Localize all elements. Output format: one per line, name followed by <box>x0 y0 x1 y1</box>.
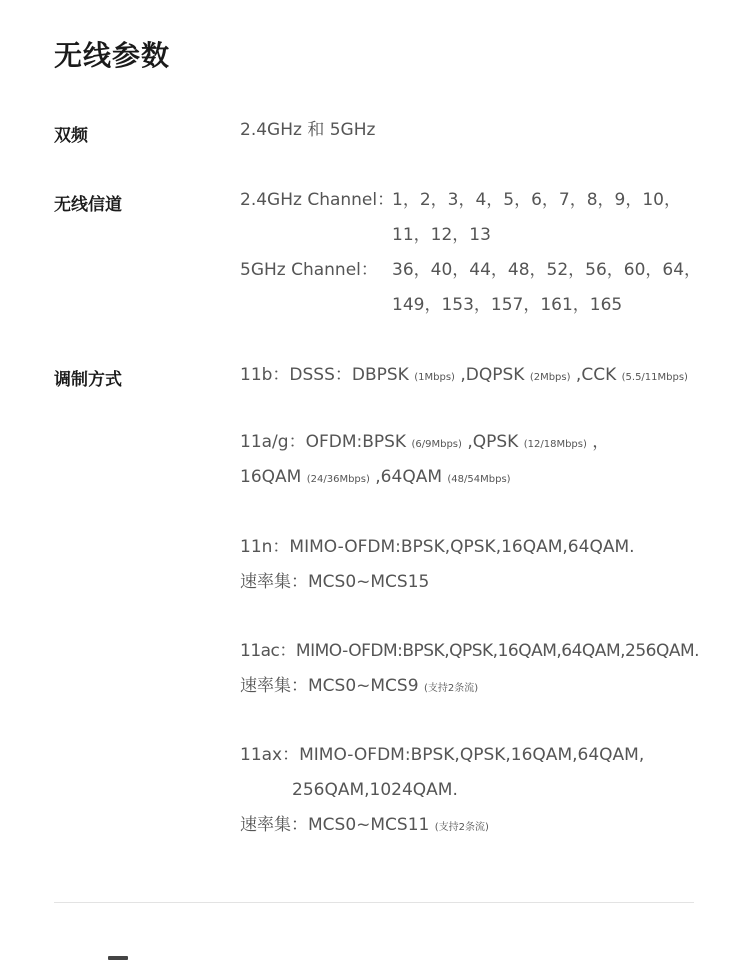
modulation-label: 调制方式 <box>54 370 122 390</box>
channel-24-label: 2.4GHz Channel： <box>240 190 395 210</box>
mod-11b-rate1: (1Mbps) <box>414 372 455 383</box>
section-divider <box>54 902 694 903</box>
mod-11ac-line1: 11ac：MIMO-OFDM:BPSK,QPSK,16QAM,64QAM,256QAM. <box>240 641 700 661</box>
mod-11n-line1: 11n：MIMO-OFDM:BPSK,QPSK,16QAM,64QAM. <box>240 537 635 557</box>
mod-11ag-text4: ,64QAM <box>369 467 448 487</box>
page-title: 无线参数 <box>54 39 171 72</box>
mod-11ag-text: 11a/g：OFDM:BPSK <box>240 432 412 452</box>
mod-11ag-line2 <box>240 469 511 486</box>
mod-11ax-line1: 11ax：MIMO-OFDM:BPSK,QPSK,16QAM,64QAM, <box>240 745 645 765</box>
dual-band-value: 2.4GHz 和 5GHz <box>240 120 376 140</box>
mod-11ag-text3: 16QAM <box>240 467 307 487</box>
mod-11ag-tail: ， <box>586 432 610 452</box>
mod-11n-line2: 速率集：MCS0~MCS15 <box>240 572 430 592</box>
mod-11ag-text2: ,QPSK <box>461 432 524 452</box>
mod-11ag-line1 <box>240 434 609 451</box>
mod-11ac-line2 <box>240 678 478 695</box>
mod-11ac-rate-set: 速率集：MCS0~MCS9 <box>240 676 419 696</box>
channels-label: 无线信道 <box>54 195 122 215</box>
channel-24-list-line1: 1，2，3，4，5，6，7，8，9，10， <box>392 190 681 210</box>
mod-11ax-line2: 256QAM,1024QAM. <box>292 780 458 800</box>
mod-11ag-rate1: (6/9Mbps) <box>411 439 462 450</box>
mod-11ax-note: (支持2条流) <box>434 822 489 833</box>
mod-11b-text2: ,DQPSK <box>454 365 530 385</box>
channel-5-list-line2: 149，153，157，161，165 <box>392 295 623 315</box>
mod-11b-text: 11b：DSSS：DBPSK <box>240 365 415 385</box>
channel-5-list-line1: 36，40，44，48，52，56，60，64， <box>392 260 702 280</box>
mod-11ac-note: (支持2条流) <box>423 683 479 694</box>
channel-24-list-line2: 11，12，13 <box>392 225 491 245</box>
mod-11ag-rate2: (12/18Mbps) <box>523 439 587 450</box>
mod-11b-rate2: (2Mbps) <box>529 372 571 383</box>
mod-11ag-rate4: (48/54Mbps) <box>447 474 511 485</box>
mod-11ag-rate3: (24/36Mbps) <box>306 474 370 485</box>
channel-5-label: 5GHz Channel： <box>240 260 378 280</box>
mod-11b-text3: ,CCK <box>570 365 622 385</box>
mod-11b <box>240 367 688 384</box>
mod-11b-rate3: (5.5/11Mbps) <box>621 372 688 383</box>
next-section-cutoff <box>108 956 128 960</box>
dual-band-label: 双频 <box>54 126 88 146</box>
mod-11ax-rate-set: 速率集：MCS0~MCS11 <box>240 815 430 835</box>
mod-11ax-line3 <box>240 817 489 834</box>
